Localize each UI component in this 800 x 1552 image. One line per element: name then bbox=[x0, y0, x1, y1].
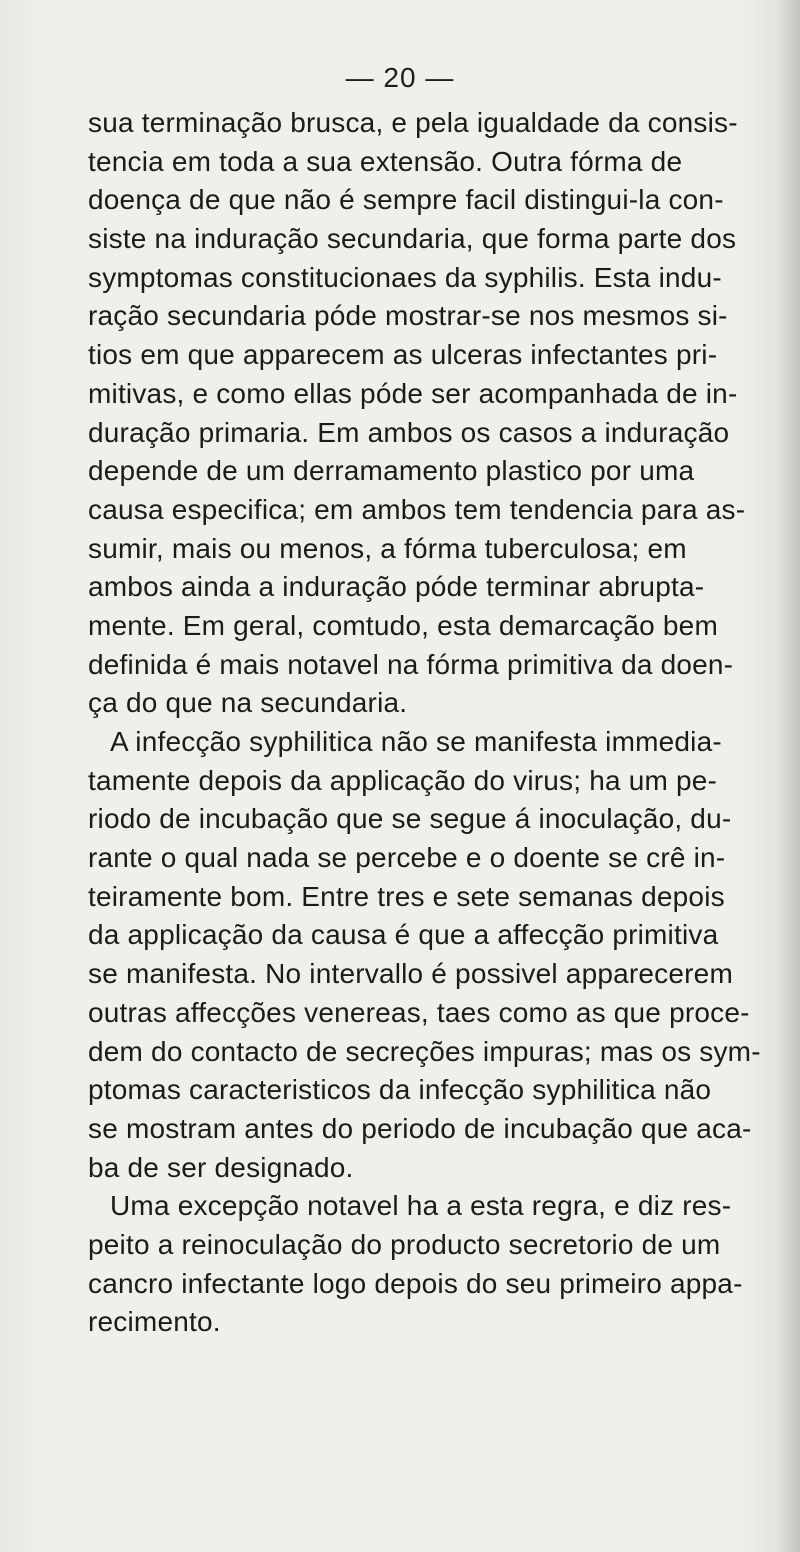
text-line: riodo de incubação que se segue á inoculação, du- bbox=[88, 803, 732, 835]
text-line: mente. Em geral, comtudo, esta demarcação bem bbox=[88, 609, 718, 641]
text-line: causa especifica; em ambos tem tendencia para as- bbox=[88, 493, 746, 525]
body-text bbox=[88, 104, 788, 1342]
text-line: recimento. bbox=[88, 1306, 221, 1338]
text-line: ração secundaria póde mostrar-se nos mesmos si- bbox=[88, 300, 728, 332]
text-line: ambos ainda a induração póde terminar abrupta- bbox=[88, 571, 705, 603]
text-line: depende de um derramamento plastico por uma bbox=[88, 455, 695, 487]
text-line: outras affecções venereas, taes como as que proce- bbox=[88, 996, 750, 1028]
text-line: teiramente bom. Entre tres e sete semanas depois bbox=[88, 880, 725, 912]
paragraph-start-line: A infecção syphilitica não se manifesta immedia- bbox=[110, 726, 722, 757]
text-line: da applicação da causa é que a affecção primitiva bbox=[88, 919, 719, 951]
text-line: siste na induração secundaria, que forma parte dos bbox=[88, 223, 737, 255]
paragraph-start-line: Uma excepção notavel ha a esta regra, e diz res- bbox=[110, 1190, 732, 1222]
text-line: ptomas caracteristicos da infecção syphilitica não bbox=[88, 1074, 712, 1106]
text-line: tamente depois da applicação do virus; ha um pe- bbox=[88, 764, 718, 796]
text-line: symptomas constitucionaes da syphilis. Esta indu- bbox=[88, 261, 722, 293]
text-line: ça do que na secundaria. bbox=[88, 687, 408, 719]
text-line: se mostram antes do periodo de incubação que aca- bbox=[88, 1112, 752, 1144]
text-line: dem do contacto de secreções impuras; mas os sym- bbox=[88, 1035, 761, 1067]
text-line: sua terminação brusca, e pela igualdade da consis- bbox=[88, 107, 738, 138]
page-number: — 20 — bbox=[345, 62, 455, 93]
text-line: cancro infectante logo depois do seu primeiro appa- bbox=[88, 1267, 743, 1299]
text-line: sumir, mais ou menos, a fórma tuberculosa; em bbox=[88, 532, 687, 564]
text-line: mitivas, e como ellas póde ser acompanhada de in- bbox=[88, 377, 738, 409]
text-line: tencia em toda a sua extensão. Outra fórma de bbox=[88, 145, 683, 177]
text-line: doença de que não é sempre facil distingui-la con- bbox=[88, 184, 724, 216]
text-line: definida é mais notavel na fórma primitiva da doen- bbox=[88, 648, 734, 680]
text-line: se manifesta. No intervallo é possivel apparecerem bbox=[88, 958, 733, 990]
text-line: tios em que apparecem as ulceras infectantes pri- bbox=[88, 339, 718, 371]
text-line: peito a reinoculação do producto secretorio de um bbox=[88, 1228, 721, 1260]
text-line: duração primaria. Em ambos os casos a induração bbox=[88, 416, 730, 448]
text-line: ba de ser designado. bbox=[88, 1151, 354, 1183]
text-line: rante o qual nada se percebe e o doente se crê in- bbox=[88, 842, 726, 874]
